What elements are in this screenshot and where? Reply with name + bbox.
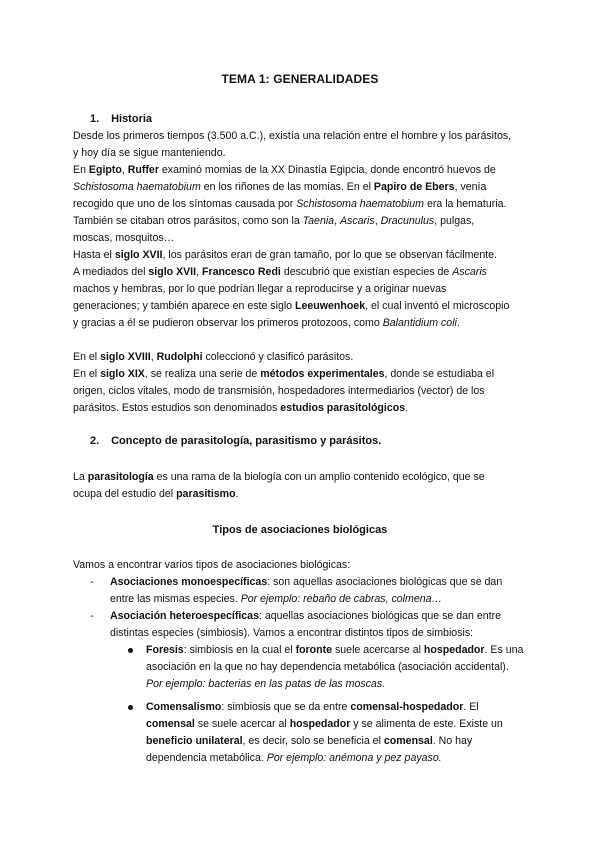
bold-term: hospedador: [289, 718, 351, 730]
italic-term: Balantidium coli: [382, 317, 457, 329]
bold-term: Ruffer: [127, 164, 159, 176]
paragraph-line: parásitos. Estos estudios son denominados estudios parasitológicos.: [73, 402, 409, 414]
dash-marker: -: [90, 576, 94, 588]
italic-term: Dracunulus: [380, 215, 435, 227]
bold-term: Comensalismo: [146, 701, 222, 713]
bold-term: siglo XVIII: [100, 351, 151, 363]
section-2-body: [73, 469, 543, 503]
italic-term: Taenia: [302, 215, 335, 227]
paragraph-line: generaciones; y también aparece en este siglo Leeuwenhoek, el cual inventó el microscopio: [73, 300, 510, 312]
bold-term: Rudolphi: [156, 351, 203, 363]
section-1-body-continued: [73, 349, 543, 417]
bold-term: beneficio unilateral: [146, 735, 243, 747]
list-item: [90, 608, 550, 642]
item-line: [146, 676, 558, 693]
item-line: Comensalismo: simbiosis que se da entre comensal-hospedador. El: [146, 701, 479, 713]
bold-term: siglo XIX: [100, 368, 145, 380]
item-line: beneficio unilateral, es decir, solo se beneficia el comensal. No hay: [146, 735, 473, 747]
list-item: [128, 699, 558, 767]
subsection-intro: [73, 557, 543, 574]
bold-term: siglo XVII: [148, 266, 197, 278]
bold-term: siglo XVII: [114, 249, 163, 261]
bullet-icon: [128, 705, 133, 710]
bold-term: comensal: [146, 718, 195, 730]
bold-term: estudios parasitológicos: [280, 402, 406, 414]
paragraph-line: En Egipto, Ruffer examinó momias de la XX Dinastía Egipcia, donde encontró huevos de: [73, 164, 496, 176]
bold-term: comensal-hospedador: [350, 701, 464, 713]
list-item: [128, 642, 558, 693]
symbiosis-list: [128, 642, 558, 767]
italic-term: Schistosoma haematobium: [73, 181, 201, 193]
dash-marker: -: [90, 610, 94, 622]
bold-term: Egipto: [88, 164, 122, 176]
bullet-icon: [128, 648, 133, 653]
italic-term: Por ejemplo: anémona y pez payaso.: [266, 752, 442, 764]
bold-term: comensal: [383, 735, 433, 747]
subsection-title: Tipos de asociaciones biológicas: [212, 524, 388, 536]
paragraph-line: recogido que uno de los síntomas causada por Schistosoma haematobium era la hematuria.: [73, 198, 507, 210]
italic-term: Schistosoma haematobium: [296, 198, 424, 210]
bold-term: Asociación heteroespecíficas: [110, 610, 259, 622]
paragraph-line: En el siglo XVIII, Rudolphi coleccionó y clasificó parásitos.: [73, 351, 354, 363]
paragraph-line: y gracias a él se pudieron observar los primeros protozoos, como Balantidium coli.: [73, 317, 460, 329]
item-line: Asociación heteroespecíficas: aquellas asociaciones biológicas que se dan entre: [110, 610, 502, 622]
bold-term: parasitismo: [176, 488, 236, 500]
italic-term: Por ejemplo: bacterias en las patas de las moscas.: [146, 678, 386, 690]
paragraph-line: moscas, mosquitos…: [73, 232, 175, 244]
bold-term: Papiro de Ebers: [373, 181, 455, 193]
association-list: [90, 574, 550, 642]
paragraph-line: ocupa del estudio del parasitismo.: [73, 488, 239, 500]
bold-term: parasitología: [87, 471, 154, 483]
paragraph-line: origen, ciclos vitales, modo de transmisión, hospedadores intermediarios (vector) de los: [73, 385, 485, 397]
section-2-heading-text: Concepto de parasitología, parasitismo y parásitos.: [111, 435, 382, 447]
section-1-body: [73, 128, 543, 332]
paragraph-line: machos y hembras, por lo que podrían llegar a reproducirse y a originar nuevas: [73, 283, 447, 295]
paragraph-line: También se citaban otros parásitos, como son la Taenia, Ascaris, Dracunulus, pulgas,: [73, 215, 475, 227]
bold-term: Francesco Redi: [201, 266, 281, 278]
item-line: entre las mismas especies. Por ejemplo: rebaño de cabras, colmena…: [110, 593, 443, 605]
bold-term: Asociaciones monoespecíficas: [110, 576, 268, 588]
bold-term: foronte: [295, 644, 333, 656]
item-line: dependencia metabólica. Por ejemplo: anémona y pez payaso.: [146, 752, 442, 764]
bold-term: Leeuwenhoek: [295, 300, 366, 312]
paragraph-line: La parasitología es una rama de la biología con un amplio contenido ecológico, que se: [73, 471, 485, 483]
italic-term: Ascaris: [452, 266, 487, 278]
bold-term: hospedador: [423, 644, 485, 656]
item-line: distintas especies (simbiosis). Vamos a encontrar distintos tipos de simbiosis:: [110, 627, 474, 639]
item-line: comensal se suele acercar al hospedador y se alimenta de este. Existe un: [146, 718, 503, 730]
italic-term: Ascaris: [339, 215, 375, 227]
item-line: Foresis: simbiosis en la cual el foronte suele acercarse al hospedador. Es una: [146, 644, 524, 656]
paragraph-line: y hoy día se sigue manteniendo.: [73, 147, 226, 159]
bold-term: Foresis: [146, 644, 184, 656]
document-title: TEMA 1: GENERALIDADES: [221, 72, 379, 86]
section-2-heading: [90, 435, 381, 447]
bold-term: métodos experimentales: [260, 368, 385, 380]
paragraph-line: En el siglo XIX, se realiza una serie de métodos experimentales, donde se estudiaba el: [73, 368, 495, 380]
intro-line: Vamos a encontrar varios tipos de asociaciones biológicas:: [73, 559, 351, 571]
paragraph-line: Desde los primeros tiempos (3.500 a.C.), existía una relación entre el hombre y los parásitos,: [73, 130, 512, 142]
paragraph-line: Schistosoma haematobium en los riñones de las momias. En el Papiro de Ebers, venía: [73, 181, 487, 193]
item-line: Asociaciones monoespecíficas: son aquellas asociaciones biológicas que se dan: [110, 576, 503, 588]
section-1-heading: [90, 113, 152, 125]
section-1-heading-text: Historia: [111, 113, 153, 125]
paragraph-line: A mediados del siglo XVII, Francesco Redi descubrió que existían especies de Ascaris: [73, 266, 487, 278]
item-line: asociación en la que no hay dependencia metabólica (asociación accidental).: [146, 661, 509, 673]
section-2-number: 2.: [90, 435, 100, 447]
section-1-number: 1.: [90, 113, 100, 125]
italic-term: Por ejemplo: rebaño de cabras, colmena…: [240, 593, 443, 605]
paragraph-line: Hasta el siglo XVII, los parásitos eran de gran tamaño, por lo que se observan fácilmente.: [73, 249, 497, 261]
list-item: [90, 574, 550, 608]
